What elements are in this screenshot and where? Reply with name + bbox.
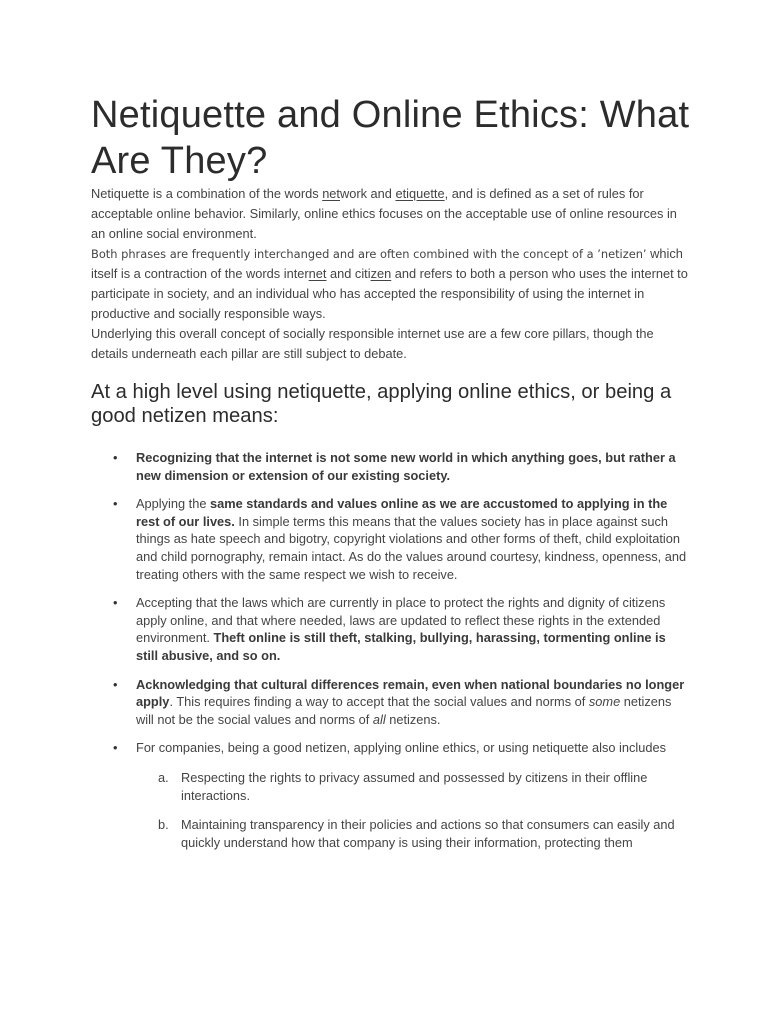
- bullet-text: Applying the: [136, 496, 210, 512]
- bullet-text: netizens will not be the social values and norms of: [136, 694, 672, 727]
- sub-list-marker: a.: [158, 769, 169, 785]
- bullet-marker: •: [113, 450, 118, 465]
- intro-text-2: , and is defined as a set of rules for acceptable online behavior. Similarly, online ethics focuses on the acceptable use of online resources in an online social environment.: [91, 186, 677, 241]
- list-item: [91, 495, 691, 583]
- bullet-text: netizens.: [385, 711, 441, 727]
- intro-work-text: work and: [339, 186, 396, 201]
- bullet-bold-text: Acknowledging that cultural differences remain, even when national boundaries no longer apply: [136, 676, 685, 710]
- sub-list-item: [136, 769, 691, 804]
- internet-underline: net: [308, 266, 327, 281]
- bullet-bold-text: Theft online is still theft, stalking, bullying, harassing, tormenting online is still abusive, and so on.: [136, 630, 666, 663]
- bullet-emphasis-text: some: [588, 694, 621, 710]
- bullet-marker: •: [113, 676, 118, 692]
- netizen-lead-text: Both phrases are frequently interchanged and are often combined with the concept of a ’netizen’: [91, 247, 647, 261]
- list-item: [91, 449, 691, 484]
- sub-list: [136, 769, 691, 851]
- bullet-bold-text: same standards and values online as we are accustomed to applying in the rest of our lives.: [136, 496, 668, 529]
- bullet-marker: •: [113, 595, 118, 611]
- bullet-text: For companies, being a good netizen, applying online ethics, or using netiquette also includes: [136, 740, 666, 756]
- list-item: [91, 676, 691, 729]
- list-item: [91, 739, 691, 851]
- sub-list-marker: b.: [158, 817, 169, 833]
- page-title: Netiquette and Online Ethics: What Are They?: [91, 94, 690, 182]
- sub-list-text: Maintaining transparency in their policies and actions so that consumers can easily and quickly understand how that company is using their information, protecting them: [181, 817, 675, 850]
- citizen-underline: zen: [370, 266, 392, 281]
- netizen-text-1: which itself is a contraction of the words inter: [91, 246, 683, 281]
- netizen-and-text: and citi: [326, 266, 371, 281]
- net-underline: net: [322, 186, 340, 201]
- bullet-text: In simple terms this means that the values society has in place against such things as hate speech and bigotry, copyright violations and other forms of theft, child exploitation and child pornography, remain intact. As do the values around courtesy, kindness, openness, and treating others with the same respect we wish to receive.: [136, 513, 687, 582]
- bullet-bold-text: Recognizing that the internet is not some new world in which anything goes, but rather a new dimension or extension of our existing society.: [136, 450, 676, 483]
- intro-paragraph: [91, 184, 691, 244]
- bullet-text: . This requires finding a way to accept that the social values and norms of: [169, 694, 589, 710]
- intro-text-1: Netiquette is a combination of the words: [91, 186, 323, 201]
- netizen-paragraph: [91, 244, 691, 324]
- sub-list-text: Respecting the rights to privacy assumed and possessed by citizens in their offline interactions.: [181, 769, 648, 803]
- bullet-emphasis-text: all: [372, 711, 386, 727]
- sub-list-item: [136, 816, 691, 851]
- section-subheading: At a high level using netiquette, applying online ethics, or being a good netizen means:: [91, 381, 672, 427]
- bullet-marker: •: [113, 740, 118, 756]
- pillars-paragraph: Underlying this overall concept of socially responsible internet use are a few core pillars, though the details underneath each pillar are still subject to debate.: [91, 326, 654, 361]
- document-content: [91, 92, 691, 863]
- etiquette-underline: etiquette: [395, 186, 445, 201]
- list-item: [91, 594, 691, 664]
- bullet-list: [91, 449, 691, 851]
- bullet-marker: •: [113, 496, 118, 512]
- bullet-text: Accepting that the laws which are currently in place to protect the rights and dignity of citizens apply online, and that where needed, laws are updated to reflect these rights in the extended environment.: [136, 595, 666, 646]
- netizen-text-2: and refers to both a person who uses the internet to participate in society, and an individual who has accepted the responsibility of using the internet in productive and socially responsible ways.: [91, 266, 688, 321]
